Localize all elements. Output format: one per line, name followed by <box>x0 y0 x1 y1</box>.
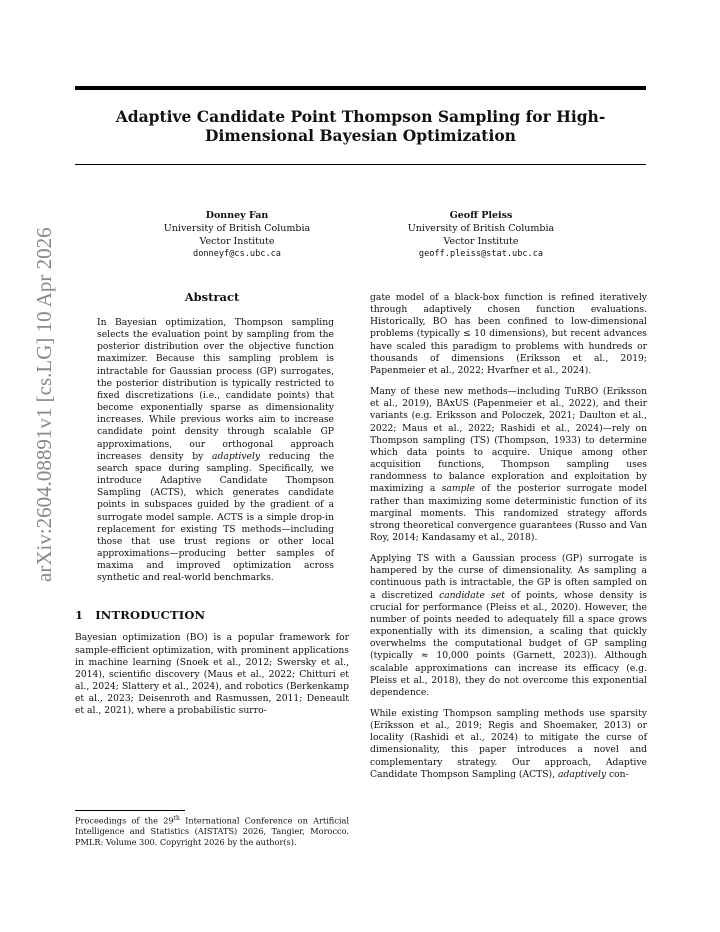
proceedings-footnote: Proceedings of the 29th International Conference on Artificial Intelligence and Statistics (AISTATS) 2026, Tangier, Morocco. PMLR: Volume 300. Copyright 2026 by the author(s). <box>75 815 349 847</box>
abstract-emphasis: adaptively <box>212 450 261 462</box>
title-rule-top <box>75 86 646 90</box>
paper-title: Adaptive Candidate Point Thompson Sampling for High-Dimensional Bayesian Optimization <box>115 107 606 145</box>
intro-paragraph-4: While existing Thompson sampling methods use sparsity (Eriksson et al., 2019; Regis and Shoemaker, 2013) or locality (Rashidi et al., 2024) to mitigate the curse of dimensionality, this paper introduces a novel and complementary strategy. Our approach, Adaptive Candidate Thompson Sampling (ACTS), adaptively con- <box>370 708 647 780</box>
intro-paragraph-3: Applying TS with a Gaussian process (GP) surrogate is hampered by the curse of dimensionality. As sampling a continuous path is intractable, the GP is often sampled on a discretized candidate set of points, whose density is crucial for performance (Pleiss et al., 2020). However, the number of points needed to adequately fill a space grows exponentially with its dimension, a scaling that quickly overwhelms the computational budget of GP sampling (typically ≈ 10,000 points (Garnett, 2023)). Although scalable approximations can increase its efficacy (e.g. Pleiss et al., 2018), they do not overcome this exponential dependence. <box>370 553 647 698</box>
section-heading-introduction <box>75 608 349 622</box>
section-title: INTRODUCTION <box>95 608 206 623</box>
author-email[interactable]: geoff.pleiss@stat.ubc.ca <box>418 249 544 259</box>
author-block-2 <box>366 209 596 261</box>
intro-paragraph-2: Many of these new methods—including TuRBO (Eriksson et al., 2019), BAxUS (Papenmeier et al., 2022), and their variants (e.g. Eriksson and Poloczek, 2021; Daulton et al., 2022; Maus et al., 2022; Rashidi et al., 2024)—rely on Thompson sampling (TS) (Thompson, 1933) to determine which data points to acquire. Unique among other acquisition functions, Thompson sampling uses randomness to balance exploration and exploitation by maximizing a sample of the posterior surrogate model rather than maximizing some deterministic function of its marginal moments. This randomized strategy affords strong theoretical convergence guarantees (Russo and Van Roy, 2014; Kandasamy et al., 2018). <box>370 386 648 543</box>
intro-paragraph-1-cont: gate model of a black-box function is refined iteratively through adaptively chosen function evaluations. Historically, BO has been confined to low-dimensional problems (typically ≤ 10 dimensions), but recent advances have scaled this paradigm to problems with hundreds or thousands of dimensions (Eriksson et al., 2019; Papenmeier et al., 2022; Hvarfner et al., 2024). <box>370 292 647 376</box>
author-email[interactable]: donneyf@cs.ubc.ca <box>193 249 281 259</box>
abstract-text: In Bayesian optimization, Thompson sampling selects the evaluation point by sampling from the posterior distribution over the objective function maximizer. Because this sampling problem is intractable for Gaussian process (GP) surrogates, the posterior distribution is typically restricted to fixed discretizations (i.e., candidate points) that become exponentially sparse as dimensionality increases. While previous works aim to increase candidate point density through scalable GP approximations, our orthogonal approach increases density by adaptively reducing the search space during sampling. Specifically, we introduce Adaptive Candidate Thompson Sampling (ACTS), which generates candidate points in subspaces guided by the gradient of a surrogate model sample. ACTS is a simple drop-in replacement for existing TS methods—including those that use trust regions or other local approximations—producing better samples of maxima and improved optimization across synthetic and real-world benchmarks. <box>97 317 335 584</box>
footnote-rule <box>75 810 185 811</box>
author-institute: Vector Institute <box>199 236 275 247</box>
abstract-heading: Abstract <box>184 290 240 304</box>
author-name: Geoff Pleiss <box>449 210 513 221</box>
intro-paragraph-1: Bayesian optimization (BO) is a popular framework for sample-efficient optimization, with prominent applications in machine learning (Snoek et al., 2012; Swersky et al., 2014), scientific discovery (Maus et al., 2022; Chitturi et al., 2024; Slattery et al., 2024), and robotics (Berkenkamp et al., 2023; Deisenroth and Rasmussen, 2011; Deneault et al., 2021), where a probabilistic surro- <box>75 632 349 717</box>
arxiv-identifier: arXiv:2604.08891v1 [cs.LG] 10 Apr 2026 <box>32 227 56 582</box>
right-column <box>370 292 647 790</box>
left-column <box>75 290 349 726</box>
title-rule-bottom <box>75 164 646 165</box>
author-affiliation: University of British Columbia <box>407 223 555 234</box>
author-name: Donney Fan <box>205 210 269 221</box>
section-number: 1 <box>75 608 84 623</box>
author-affiliation: University of British Columbia <box>163 223 311 234</box>
author-institute: Vector Institute <box>443 236 519 247</box>
author-block-1 <box>122 209 352 261</box>
